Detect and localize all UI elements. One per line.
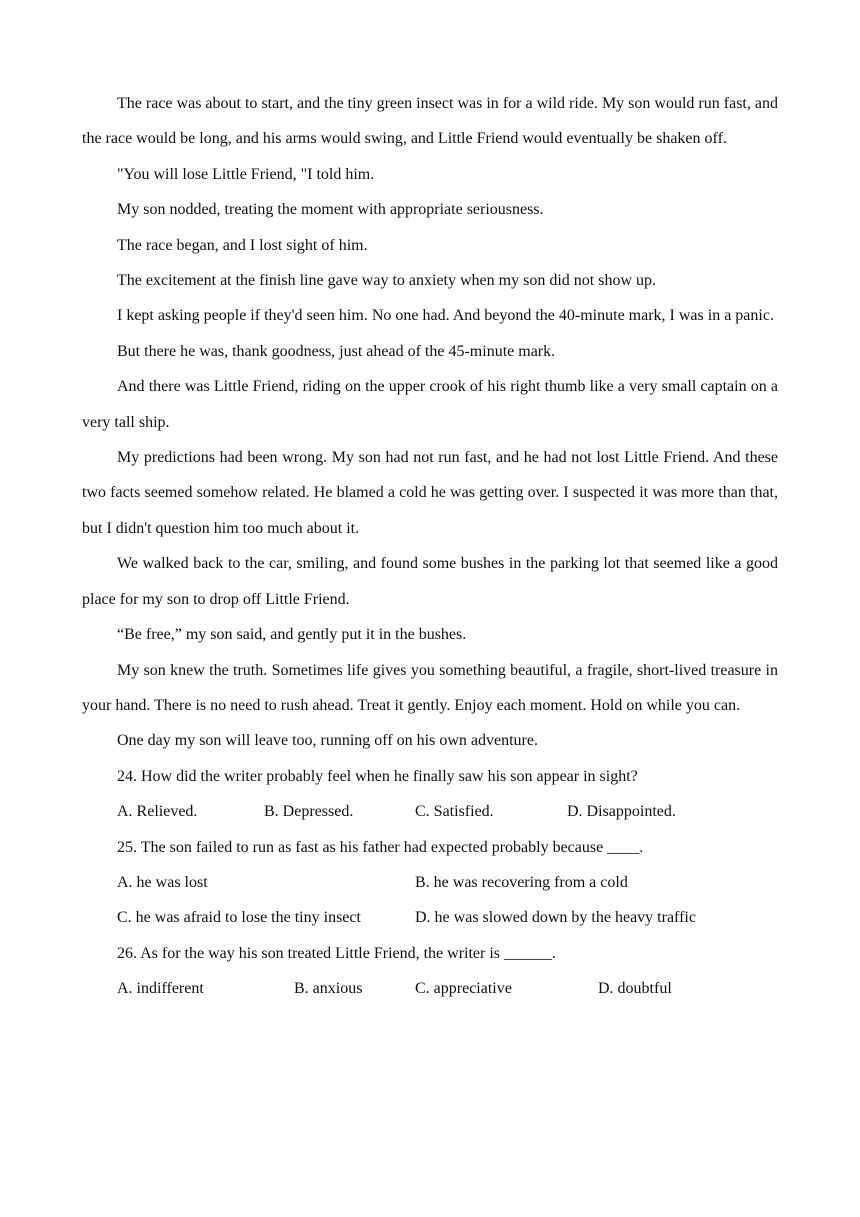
paragraph: The race was about to start, and the tiny green insect was in for a wild ride. My son would run fast, and the race would be long, and his arms would swing, and Little Friend would eventually be shaken off.	[82, 95, 778, 148]
option-b: B. Depressed.	[264, 803, 354, 821]
option-d: D. Disappointed.	[567, 803, 676, 821]
question-24-options	[82, 794, 778, 829]
option-c: C. appreciative	[415, 980, 512, 998]
paragraph: We walked back to the car, smiling, and found some bushes in the parking lot that seemed like a good place for my son to drop off Little Friend.	[82, 555, 778, 608]
question-26-stem: 26. As for the way his son treated Little Friend, the writer is ______.	[117, 944, 557, 962]
option-b: B. anxious	[294, 980, 363, 998]
paragraph: “Be free,” my son said, and gently put it in the bushes.	[117, 626, 467, 644]
question-25-options-row1	[82, 865, 778, 900]
question-25-options-row2	[82, 900, 778, 935]
paragraph: The race began, and I lost sight of him.	[117, 236, 368, 254]
option-c: C. Satisfied.	[415, 803, 494, 821]
option-a: A. indifferent	[117, 980, 204, 998]
option-c: C. he was afraid to lose the tiny insect	[117, 909, 361, 927]
question-26-options	[82, 971, 778, 1006]
option-d: D. he was slowed down by the heavy traffic	[415, 909, 696, 927]
paragraph: I kept asking people if they'd seen him. No one had. And beyond the 40-minute mark, I was in a panic.	[117, 307, 774, 325]
option-a: A. he was lost	[117, 873, 208, 891]
paragraph: But there he was, thank goodness, just ahead of the 45-minute mark.	[117, 342, 556, 360]
option-a: A. Relieved.	[117, 803, 198, 821]
paragraph: My son nodded, treating the moment with appropriate seriousness.	[117, 201, 544, 219]
question-25-stem: 25. The son failed to run as fast as his father had expected probably because ____.	[117, 838, 644, 856]
paragraph: My predictions had been wrong. My son had not run fast, and he had not lost Little Friend. And these two facts seemed somehow related. He blamed a cold he was getting over. I suspected it was more than that, but I didn't question him too much about it.	[82, 449, 778, 537]
paragraph: My son knew the truth. Sometimes life gives you something beautiful, a fragile, short-lived treasure in your hand. There is no need to rush ahead. Treat it gently. Enjoy each moment. Hold on while you can.	[82, 661, 778, 714]
paragraph: And there was Little Friend, riding on the upper crook of his right thumb like a very small captain on a very tall ship.	[82, 378, 778, 431]
option-d: D. doubtful	[598, 980, 672, 998]
option-b: B. he was recovering from a cold	[415, 873, 628, 891]
paragraph: The excitement at the finish line gave way to anxiety when my son did not show up.	[117, 272, 656, 290]
paragraph: One day my son will leave too, running off on his own adventure.	[117, 732, 538, 750]
paragraph: "You will lose Little Friend, "I told him.	[117, 165, 375, 183]
passage-content	[82, 86, 778, 1007]
question-24-stem: 24. How did the writer probably feel when he finally saw his son appear in sight?	[117, 767, 638, 785]
